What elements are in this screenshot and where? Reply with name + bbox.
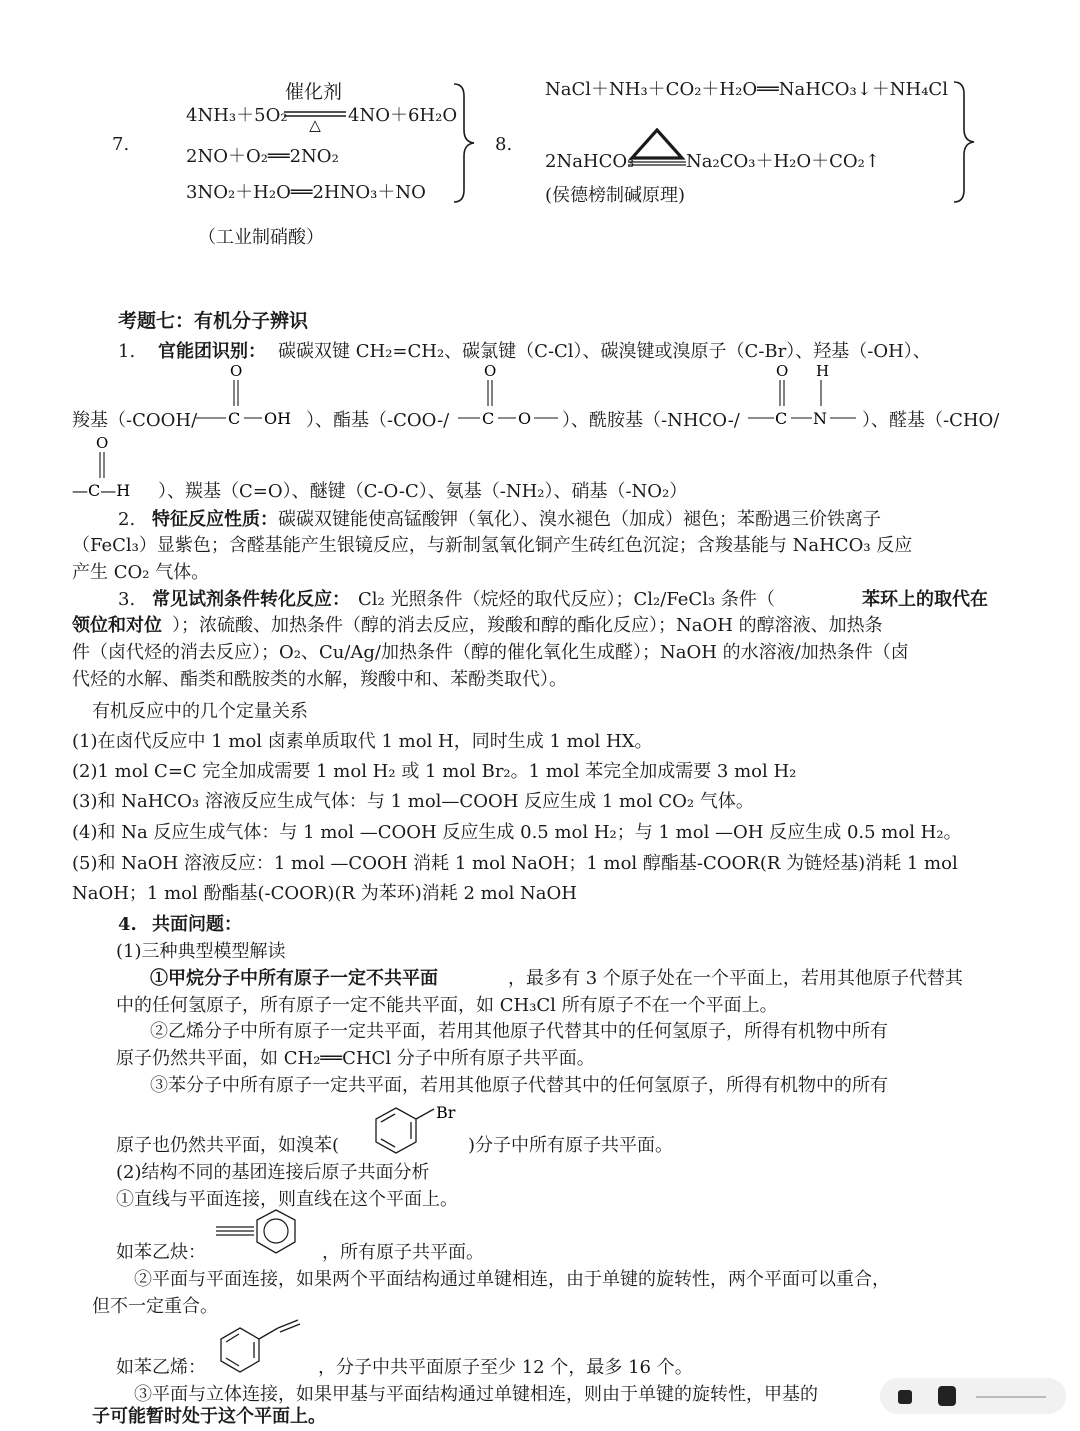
item-2-line3: 产生 CO₂ 气体。 [72, 562, 210, 583]
quant-title: 有机反应中的几个定量关系 [92, 701, 308, 722]
item-4-number: 4. [118, 914, 137, 935]
reaction-7-delta: △ [309, 116, 321, 132]
reaction-7-number: 7. [112, 134, 130, 155]
quant-4: (4)和 Na 反应生成气体：与 1 mol —COOH 反应生成 0.5 mol H₂；与 1 mol —OH 反应生成 0.5 mol H₂。 [72, 822, 962, 843]
item-1-line2-b: ）、酯基（-COO-/ [306, 410, 450, 431]
carboxyl-structure-icon [196, 362, 306, 432]
item-1-line2-c: ）、酰胺基（-NHCO-/ [562, 410, 740, 431]
svg-text:O: O [776, 362, 789, 380]
svg-text:H: H [816, 362, 830, 380]
toolbar-divider [976, 1396, 1046, 1398]
item-3-line4: 代烃的水解、酯类和酰胺类的水解，羧酸中和、苯酚类取代）。 [72, 669, 567, 690]
case-2-example-b: ，分子中共平面原子至少 12 个，最多 16 个。 [318, 1357, 693, 1378]
reaction-7-catalyst: 催化剂 [285, 81, 343, 103]
svg-text:C: C [228, 409, 241, 428]
item-2-line1: 碳碳双键能使高锰酸钾（氧化）、溴水褪色（加成）褪色；苯酚遇三价铁离子 [278, 509, 881, 530]
reaction-8-eq1: NaCl＋NH₃＋CO₂＋H₂O══NaHCO₃↓＋NH₄Cl [545, 79, 948, 100]
quant-1: (1)在卤代反应中 1 mol 卤素单质取代 1 mol H，同时生成 1 mol HX。 [72, 731, 653, 752]
model-3-line2-b: )分子中所有原子共平面。 [468, 1135, 674, 1156]
case-2-line1: ②平面与平面连接，如果两个平面结构通过单键相连，由于单键的旋转性，两个平面可以重合， [134, 1269, 890, 1290]
reaction-7-eq3: 3NO₂＋H₂O══2HNO₃＋NO [186, 182, 426, 203]
reaction-7-eq1-right: 4NO＋6H₂O [348, 105, 458, 126]
svg-text:OH: OH [264, 409, 292, 428]
heat-triangle-icon [628, 128, 686, 168]
item-1-line2-a: 羧基（-COOH/ [72, 410, 198, 431]
floating-toolbar[interactable] [880, 1378, 1066, 1414]
model-2-line1: ②乙烯分子中所有原子一定共平面，若用其他原子代替其中的任何氢原子，所得有机物中所有 [150, 1021, 888, 1042]
item-3-line3: 件（卤代烃的消去反应）；O₂、Cu/Ag/加热条件（醇的催化氧化生成醛）；NaOH 的水溶液/加热条件（卤 [72, 642, 909, 663]
svg-text:O: O [518, 409, 532, 428]
item-3-heading: 常见试剂条件转化反应： [152, 589, 350, 610]
item-2-heading: 特征反应性质： [152, 509, 278, 530]
phenylacetylene-structure-icon [212, 1208, 322, 1264]
item-4-heading: 共面问题： [152, 914, 242, 935]
svg-text:C: C [775, 409, 788, 428]
aldehyde-structure-icon [72, 432, 172, 502]
svg-text:O: O [484, 362, 497, 380]
item-1-line1: 碳碳双键 CH₂=CH₂、碳氯键（C-Cl）、碳溴键或溴原子（C-Br）、羟基（-OH）、 [278, 341, 931, 362]
item-3-number: 3. [118, 589, 136, 610]
item-3-line1-b: 苯环上的取代在 [862, 589, 988, 610]
quant-3: (3)和 NaHCO₃ 溶液反应生成气体：与 1 mol—COOH 反应生成 1 mol CO₂ 气体。 [72, 791, 754, 812]
svg-text:O: O [96, 434, 109, 452]
svg-text:O: O [230, 362, 243, 380]
reaction-8-eq2-right: Na₂CO₃＋H₂O＋CO₂↑ [686, 151, 880, 172]
item-1-heading: 官能团识别： [158, 341, 266, 362]
item-3-line2-a: 领位和对位 [72, 615, 162, 636]
reaction-8-caption: (侯德榜制碱原理) [545, 185, 686, 206]
model-1-rest: ，最多有 3 个原子处在一个平面上，若用其他原子代替其 [508, 968, 963, 989]
reaction-7-caption: （工业制硝酸） [198, 227, 324, 248]
item-4-sub1: (1)三种典型模型解读 [116, 941, 286, 962]
svg-text:N: N [813, 409, 827, 428]
reaction-7-eq2: 2NO＋O₂══2NO₂ [186, 146, 339, 167]
svg-text:C: C [482, 409, 495, 428]
item-3-line1-a: Cl₂ 光照条件（烷烃的取代反应）；Cl₂/FeCl₃ 条件（ [358, 589, 775, 610]
model-3-line1: ③苯分子中所有原子一定共平面，若用其他原子代替其中的任何氢原子，所得有机物中的所有 [150, 1075, 888, 1096]
item-1-line3: ）、羰基（C=O）、醚键（C-O-C）、氨基（-NH₂）、硝基（-NO₂） [158, 481, 688, 502]
ester-structure-icon [458, 362, 562, 432]
section-title: 考题七：有机分子辨识 [118, 310, 309, 332]
reaction-7-arrow-icon [284, 106, 346, 132]
item-3-line2-b: ）；浓硫酸、加热条件（醇的消去反应，羧酸和醇的酯化反应）；NaOH 的醇溶液、加热条 [172, 615, 883, 636]
right-brace-icon [952, 80, 976, 204]
case-1-example-b: ，所有原子共平面。 [322, 1242, 484, 1263]
styrene-structure-icon [212, 1318, 322, 1374]
case-3-line2: 子可能暂时处于这个平面上。 [92, 1406, 326, 1427]
case-3-line1: ③平面与立体连接，如果甲基与平面结构通过单键相连，则由于单键的旋转性，甲基的 [134, 1384, 818, 1405]
toolbar-icon-center[interactable] [938, 1386, 956, 1406]
quant-2: (2)1 mol C=C 完全加成需要 1 mol H₂ 或 1 mol Br₂。1 mol 苯完全加成需要 3 mol H₂ [72, 761, 797, 782]
model-1-bold: ①甲烷分子中所有原子一定不共平面 [150, 968, 438, 989]
case-2-line2: 但不一定重合。 [92, 1296, 218, 1317]
quant-5-line1: (5)和 NaOH 溶液反应：1 mol —COOH 消耗 1 mol NaOH；1 mol 醇酯基-COOR(R 为链烃基)消耗 1 mol [72, 853, 958, 874]
bromobenzene-structure-icon [368, 1100, 468, 1166]
item-1-number: 1. [118, 341, 136, 362]
right-brace-icon [452, 82, 476, 204]
bromo-label: Br [436, 1103, 456, 1122]
model-1-line2: 中的任何氢原子，所有原子一定不能共平面，如 CH₃Cl 所有原子不在一个平面上。 [116, 995, 778, 1016]
item-2-line2: （FeCl₃）显紫色；含醛基能产生银镜反应，与新制氢氧化铜产生砖红色沉淀；含羧基能与 NaHCO₃ 反应 [72, 535, 913, 556]
quant-5-line2: NaOH；1 mol 酚酯基(-COOR)(R 为苯环)消耗 2 mol NaOH [72, 883, 577, 904]
amide-structure-icon [748, 362, 860, 432]
case-1: ①直线与平面连接，则直线在这个平面上。 [116, 1189, 458, 1210]
case-2-example-a: 如苯乙烯： [116, 1357, 206, 1378]
reaction-7-eq1-left: 4NH₃＋5O₂ [186, 105, 288, 126]
svg-text:—C—H: —C—H [72, 481, 131, 500]
reaction-8-eq2-left: 2NaHCO₃ [545, 151, 635, 172]
reaction-8-number: 8. [495, 134, 513, 155]
item-2-number: 2. [118, 509, 136, 530]
case-1-example-a: 如苯乙炔： [116, 1242, 206, 1263]
model-3-line2-a: 原子也仍然共平面，如溴苯( [116, 1135, 340, 1156]
toolbar-icon-left[interactable] [898, 1390, 912, 1404]
item-4-sub2: (2)结构不同的基团连接后原子共面分析 [116, 1162, 430, 1183]
item-1-line2-d: ）、醛基（-CHO/ [862, 410, 1000, 431]
model-2-line2: 原子仍然共平面，如 CH₂══CHCl 分子中所有原子共平面。 [116, 1048, 595, 1069]
